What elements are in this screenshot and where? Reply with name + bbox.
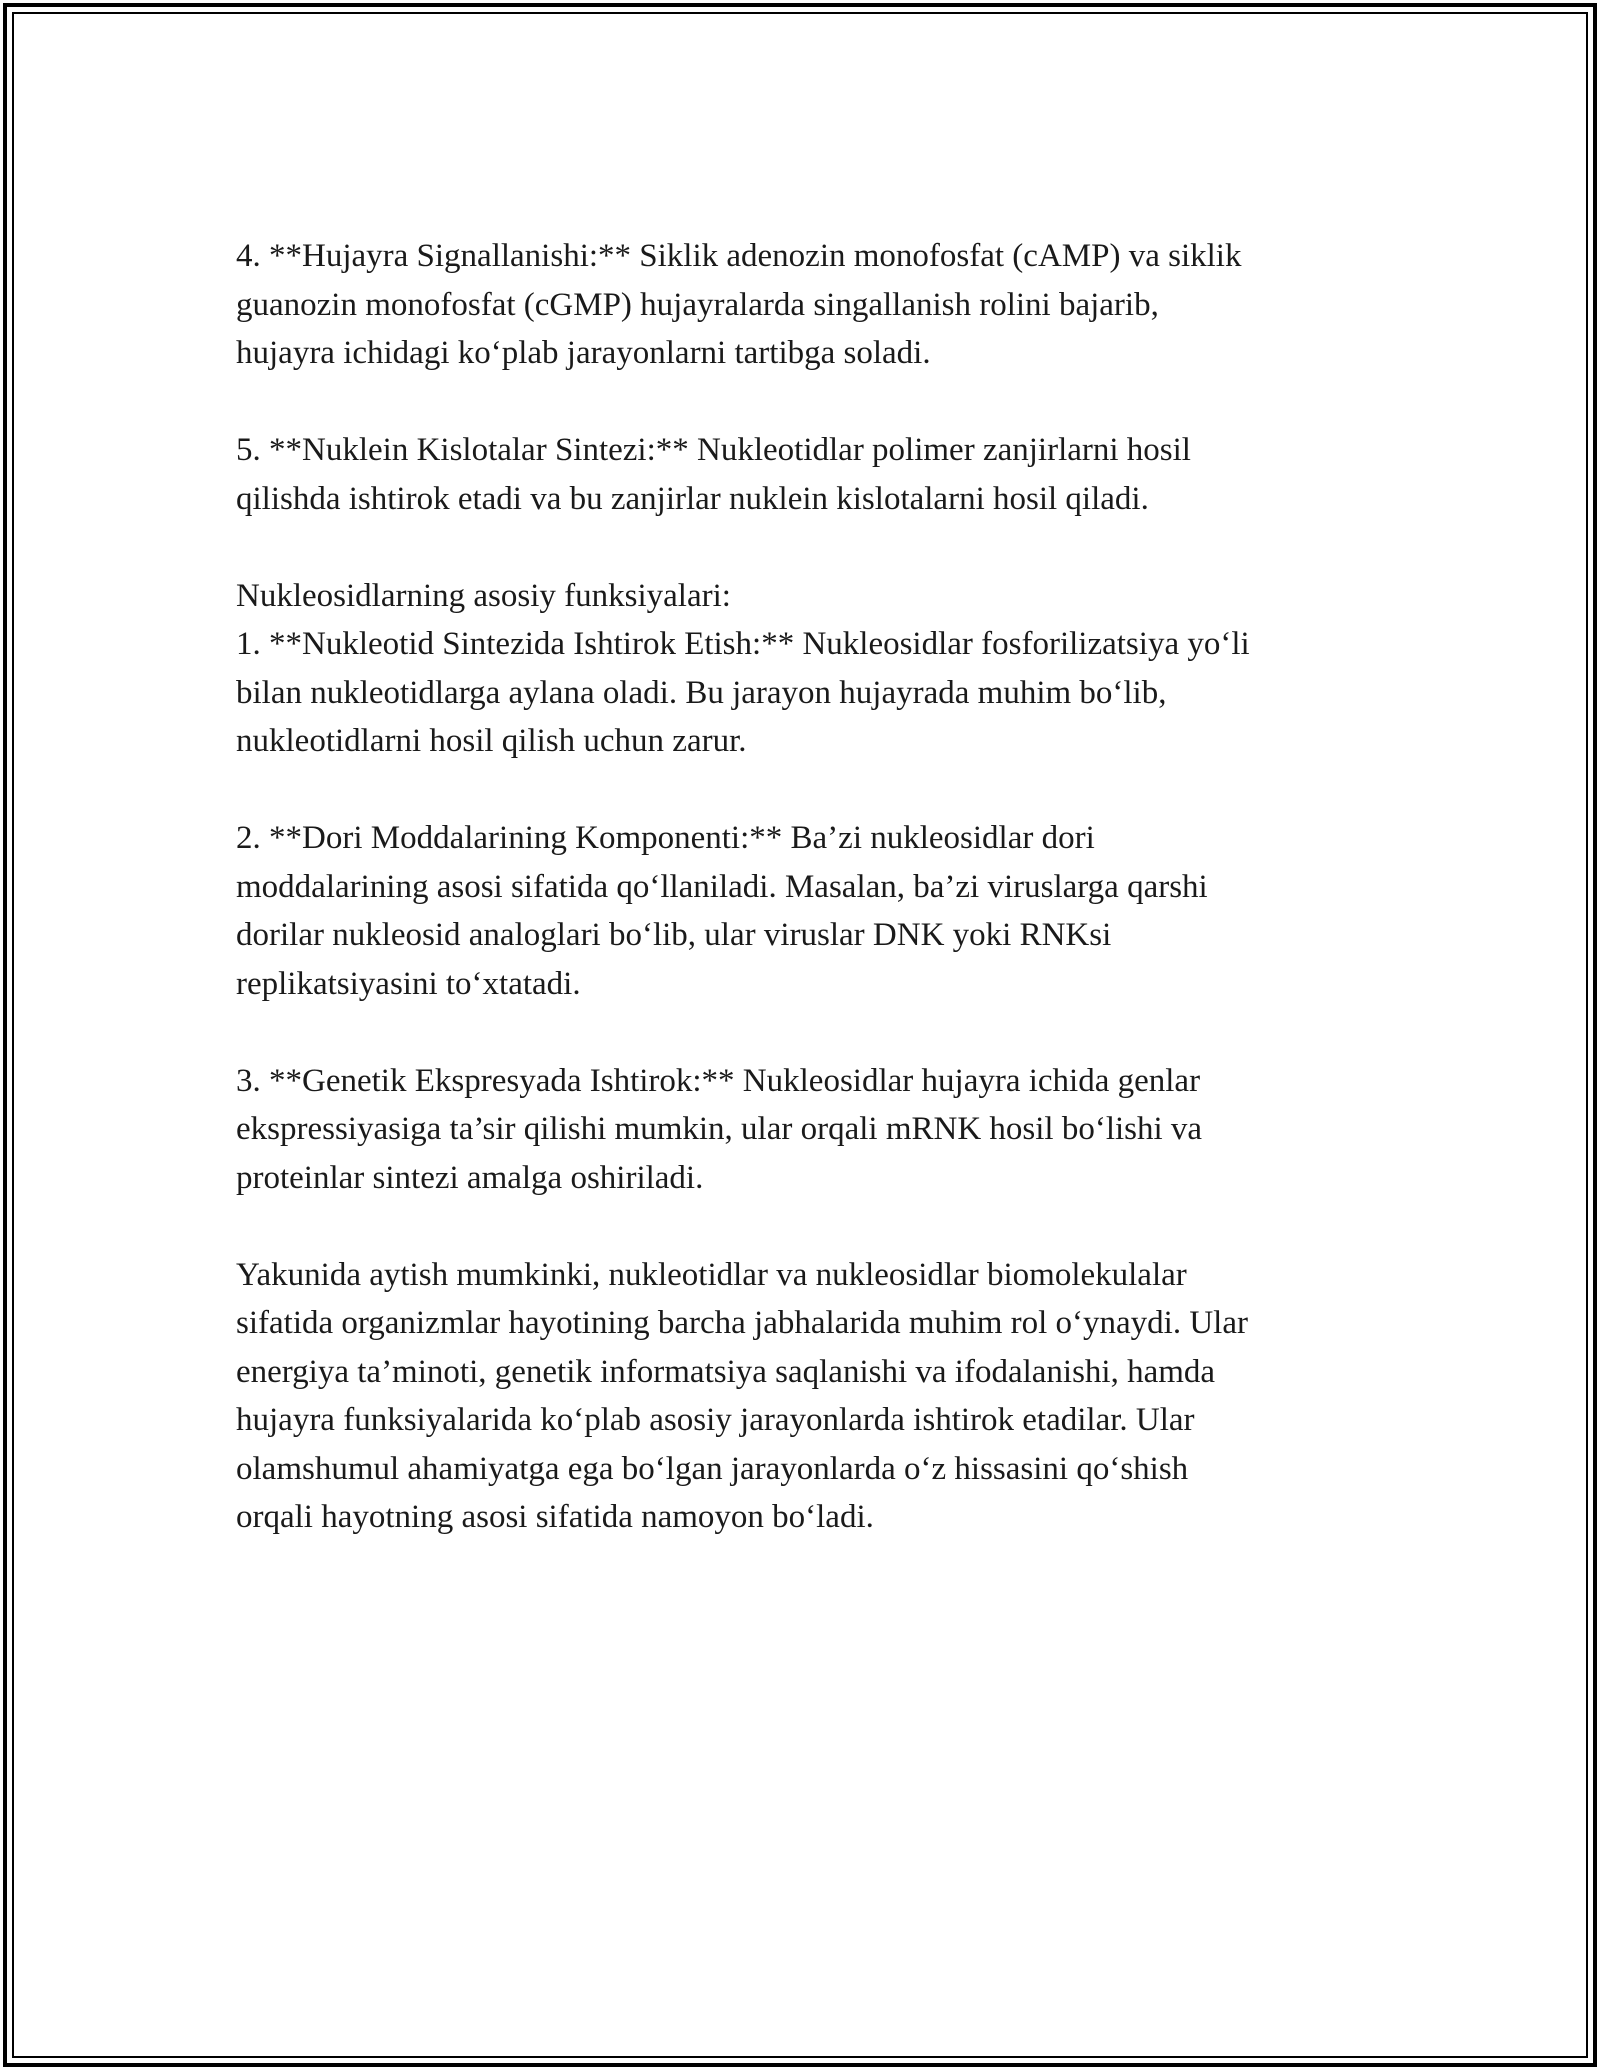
text-line: replikatsiyasini to‘xtatadi. <box>236 965 581 1002</box>
text-line: qilishda ishtirok etadi va bu zanjirlar nuklein kislotalarni hosil qiladi. <box>236 480 1149 517</box>
text-line: 5. **Nuklein Kislotalar Sintezi:** Nukleotidlar polimer zanjirlarni hosil <box>236 432 1191 468</box>
text-line: olamshumul ahamiyatga ega bo‘lgan jarayonlarda o‘z hissasini qo‘shish <box>236 1450 1189 1487</box>
text-line: orqali hayotning asosi sifatida namoyon bo‘ladi. <box>236 1499 874 1535</box>
paragraph-nucleoside-item-1 <box>236 620 1386 766</box>
text-line: 1. **Nukleotid Sintezida Ishtirok Etish:** Nukleosidlar fosforilizatsiya yo‘li <box>236 626 1250 662</box>
text-line: guanozin monofosfat (cGMP) hujayralarda singallanish rolini bajarib, <box>236 286 1159 323</box>
paragraph-nucleotide-item-4 <box>236 232 1386 378</box>
text-line: energiya ta’minoti, genetik informatsiya saqlanishi va ifodalanishi, hamda <box>236 1353 1216 1390</box>
document-body <box>236 232 1386 1542</box>
text-line: bilan nukleotidlarga aylana oladi. Bu jarayon hujayrada muhim bo‘lib, <box>236 674 1167 711</box>
paragraph-nucleotide-item-5 <box>236 426 1386 523</box>
text-line: moddalarining asosi sifatida qo‘llaniladi. Masalan, ba’zi viruslarga qarshi <box>236 868 1208 905</box>
text-line: hujayra ichidagi ko‘plab jarayonlarni tartibga soladi. <box>236 335 931 371</box>
text-line: 2. **Dori Moddalarining Komponenti:** Ba’zi nukleosidlar dori <box>236 820 1095 856</box>
text-line: proteinlar sintezi amalga oshiriladi. <box>236 1159 704 1196</box>
text-line: 3. **Genetik Ekspresyada Ishtirok:** Nukleosidlar hujayra ichida genlar <box>236 1062 1201 1099</box>
text-line: 4. **Hujayra Signallanishi:** Siklik adenozin monofosfat (cAMP) va siklik <box>236 238 1242 274</box>
paragraph-nucleoside-item-2 <box>236 814 1386 1008</box>
text-line: Yakunida aytish mumkinki, nukleotidlar va nukleosidlar biomolekulalar <box>236 1256 1187 1293</box>
paragraph-nucleoside-item-3 <box>236 1057 1386 1203</box>
section-heading-nucleosides <box>236 572 1386 621</box>
text-line: nukleotidlarni hosil qilish uchun zarur. <box>236 723 747 759</box>
text-line: sifatida organizmlar hayotining barcha jabhalarida muhim rol o‘ynaydi. Ular <box>236 1305 1248 1341</box>
text-line: ekspressiyasiga ta’sir qilishi mumkin, ular orqali mRNK hosil bo‘lishi va <box>236 1111 1203 1147</box>
paragraph-conclusion <box>236 1251 1386 1542</box>
text-line: dorilar nukleosid analoglari bo‘lib, ular viruslar DNK yoki RNKsi <box>236 917 1112 953</box>
text-line: Nukleosidlarning asosiy funksiyalari: <box>236 577 731 614</box>
text-line: hujayra funksiyalarida ko‘plab asosiy jarayonlarda ishtirok etadilar. Ular <box>236 1402 1195 1438</box>
